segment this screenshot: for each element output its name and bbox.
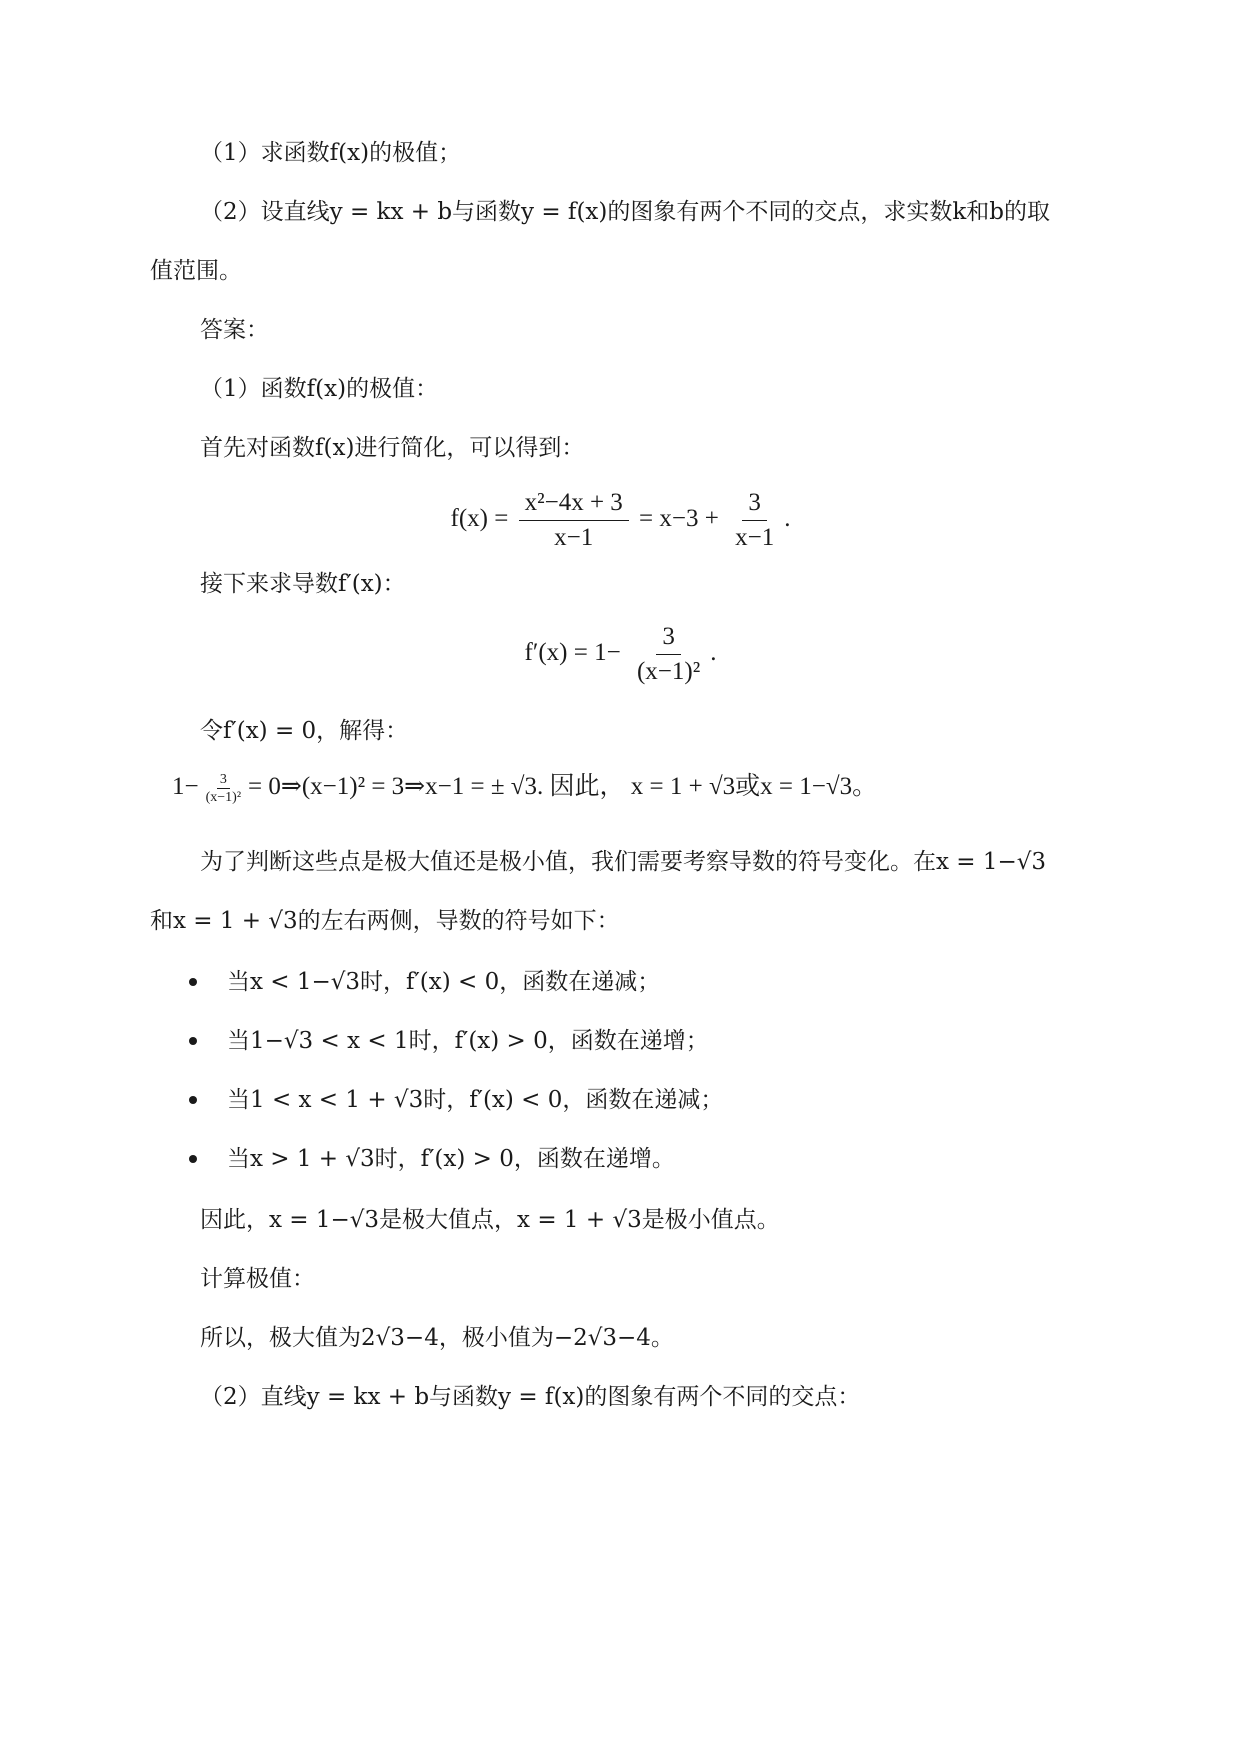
bullet-dot [189, 1155, 197, 1163]
simplify-intro: 首先对函数f(x)进行简化，可以得到： [200, 435, 585, 461]
answer-heading: 答案： [200, 317, 269, 343]
eq2-numerator: 3 [656, 622, 681, 655]
question-2-line-2: 值范围。 [150, 258, 242, 284]
bullet-item: 当x > 1 + √3时，f′(x) > 0，函数在递增。 [227, 1146, 675, 1172]
bullet-dot [189, 1037, 197, 1045]
eq1-numerator: x²−4x + 3 [519, 488, 629, 521]
eq3-fraction [203, 771, 244, 806]
eq3-numerator: 3 [217, 771, 230, 789]
question-1: （1）求函数f(x)的极值； [200, 140, 462, 166]
judge-line-1: 为了判断这些点是极大值还是极小值，我们需要考察导数的符号变化。在x = 1−√3 [200, 849, 1047, 875]
conclusion: 因此，x = 1−√3是极大值点，x = 1 + √3是极小值点。 [200, 1207, 780, 1233]
eq1-fraction-2 [729, 488, 780, 553]
bullet-dot [189, 1096, 197, 1104]
eq1-middle: = x−3 + [639, 505, 719, 533]
eq1-denominator-2: x−1 [735, 524, 775, 551]
eq1-fraction [519, 488, 629, 553]
eq3-denominator: (x−1)² [205, 789, 242, 805]
set-derivative-zero: 令f′(x) = 0，解得： [200, 718, 409, 744]
eq2-end: . [710, 639, 717, 667]
eq1-end: . [784, 505, 791, 533]
answer-1-heading: （1）函数f(x)的极值： [200, 376, 439, 402]
extreme-values: 所以，极大值为2√3−4，极小值为−2√3−4。 [200, 1325, 674, 1351]
judge-line-2: 和x = 1 + √3的左右两侧，导数的符号如下： [150, 908, 620, 934]
eq1-denominator: x−1 [554, 524, 594, 551]
eq2-fraction [631, 622, 706, 687]
eq1-numerator-2: 3 [742, 488, 767, 521]
equation-simplified-f [0, 488, 1241, 553]
eq1-lhs: f(x) = [450, 505, 509, 533]
bullet-item: 当x < 1−√3时，f′(x) < 0，函数在递减； [227, 969, 661, 995]
eq3-rest: = 0⇒(x−1)² = 3⇒x−1 = ± √3. 因此， x = 1 + √3或x = 1−√3。 [248, 773, 878, 800]
compute-heading: 计算极值： [200, 1266, 315, 1292]
bullet-dot [189, 978, 197, 986]
equation-solve [172, 770, 877, 806]
answer-2-heading: （2）直线y = kx + b与函数y = f(x)的图象有两个不同的交点： [200, 1384, 861, 1410]
eq2-denominator: (x−1)² [636, 658, 701, 685]
eq2-lhs: f′(x) = 1− [524, 639, 621, 667]
equation-derivative [0, 622, 1241, 687]
derivative-intro: 接下来求导数f′(x)： [200, 571, 406, 597]
bullet-item: 当1 < x < 1 + √3时，f′(x) < 0，函数在递减； [227, 1087, 724, 1113]
question-2-line-1: （2）设直线y = kx + b与函数y = f(x)的图象有两个不同的交点，求实数k和b的取 [200, 199, 1051, 225]
bullet-item: 当1−√3 < x < 1时，f′(x) > 0，函数在递增； [227, 1028, 709, 1054]
eq3-lead: 1− [172, 773, 199, 800]
